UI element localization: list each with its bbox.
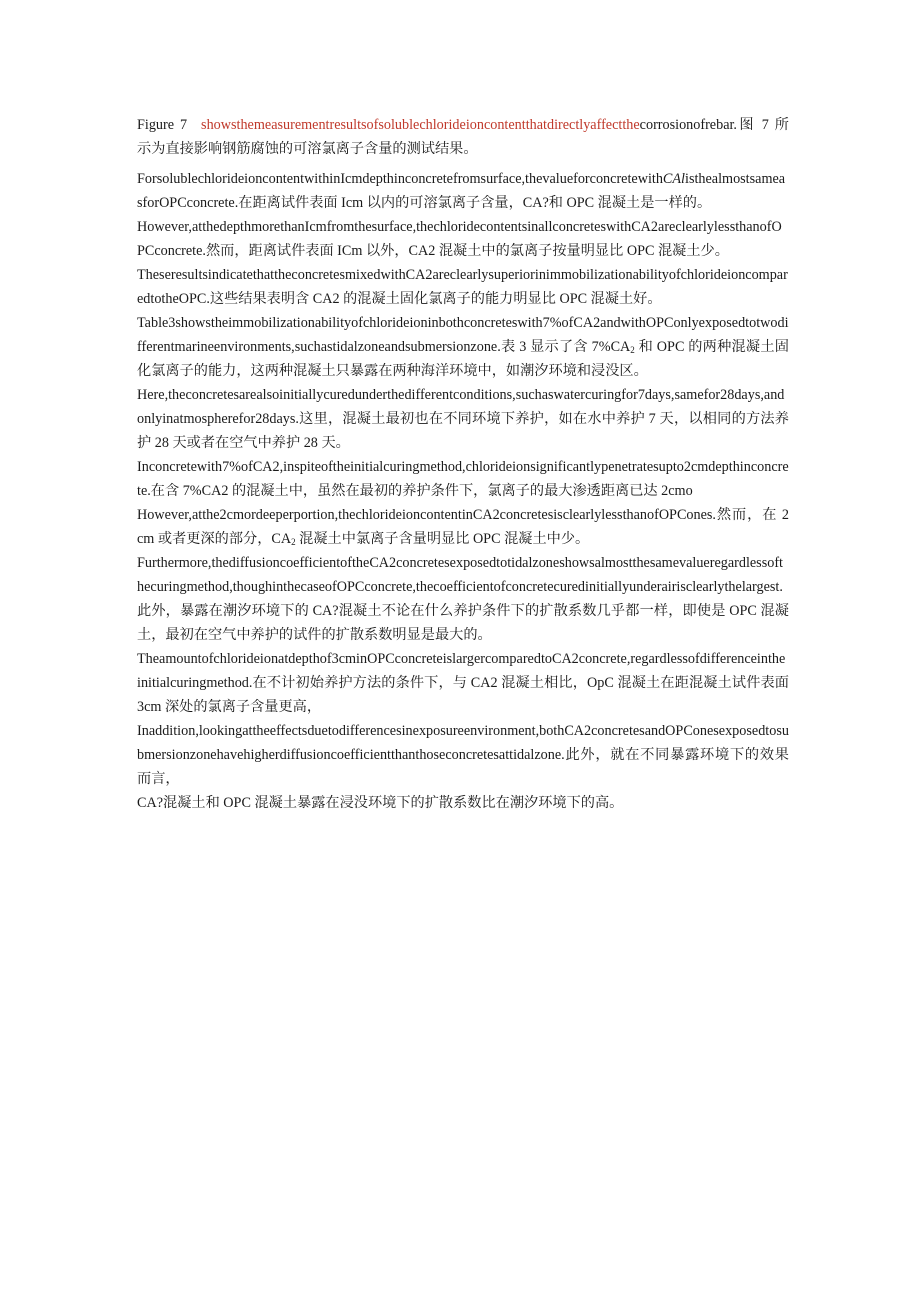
paragraph-table-3 — [137, 311, 789, 383]
paragraph-figure-7 — [137, 113, 789, 161]
paragraph-depth-comparison: However,atthedepthmorethanIcmfromthesurface,thechloridecontentsinallconcreteswithCA2areclearlylessthanofOPCconcrete.然而，距离试件表面 ICm 以外，CA2 混凝土中的氯离子按量明显比 OPC 混凝土少。 — [137, 219, 782, 259]
italic-term: CAl — [662, 171, 685, 187]
paragraph-penetration: Inconcretewith7%ofCA2,inspiteoftheinitialcuringmethod,chlorideionsignificantlypenetratesupto2cmdepthinconcrete.在含 7%CA2 的混凝土中，虽然在最初的养护条件下，氯离子的最大渗透距离已达 2cmo — [137, 459, 789, 499]
paragraph-conclusion: CA?混凝土和 OPC 混凝土暴露在浸没环境下的扩散系数比在潮汐环境下的高。 — [137, 795, 624, 811]
paragraph-results-indicate: TheseresultsindicatethattheconcretesmixedwithCA2areclearlysuperiorinimmobilizationabilityofchlorideioncomparedtotheOPC.这些结果表明含 CA2 的混凝土固化氯离子的能力明显比 OPC 混凝土好。 — [137, 267, 788, 307]
highlighted-text: showsthemeasurementresultsofsolublechlorideioncontentthatdirectlyaffectthe — [201, 117, 640, 133]
paragraph-deeper-portion — [137, 503, 789, 551]
paragraph-curing-conditions: Here,theconcretesarealsoinitiallycuredunderthedifferentconditions,suchaswatercuringfor7days,samefor28days,andonlyinatmospherefor28days.这里，混凝土最初也在不同环境下养护，如在水中养护 7 天，以相同的方法养护 28 天或者在空气中养护 28 天。 — [137, 387, 789, 451]
paragraph-text: isthealmostsameasforOPCconcrete.在距离试件表面 Icm 以内的可溶氯离子含量，CA?和 OPC 混凝土是一样的。 — [137, 171, 786, 211]
paragraph-text: 和 OPC 的两种混凝土固化氯离子的能力，这两种混凝土只暴露在两种海洋环境中，如潮汐环境和浸没区。 — [137, 339, 789, 379]
subscript: 2 — [291, 537, 296, 547]
figure-label: Figure 7 — [137, 117, 188, 133]
paragraph-diffusion-coefficient: Furthermore,thediffusioncoefficientoftheCA2concretesexposedtotidalzoneshowsalmostthesamevalueregardlessofthecuringmethod,thoughinthecaseofOPCconcrete,thecoefficientofconcretecuredinitiallyunderairisclearlythelargest.此外，暴露在潮汐环境下的 CA?混凝土不论在什么养护条件下的扩散系数几乎都一样，即使是 OPC 混凝土，最初在空气中养护的试件的扩散系数明显是最大的。 — [137, 555, 789, 643]
paragraph-text: Table3showstheimmobilizationabilityofchlorideioninbothconcreteswith7%ofCA2andwithOPConlyexposedtotwodifferentmarineenvironments,suchastidalzoneandsubmersionzone.表 3 显示了含 7%CA — [137, 315, 789, 355]
paragraph-soluble-chloride — [137, 167, 789, 215]
paragraph-exposure-environment: Inaddition,lookingattheeffectsduetodifferencesinexposureenvironment,bothCA2concretesandOPConesexposedtosubmersionzonehavehigherdiffusioncoefficientthanthoseconcretesattidalzone.此外，就在不同暴露环境下的效果而言， — [137, 723, 789, 787]
paragraph-text: 混凝土中氯离子含量明显比 OPC 混凝土中少。 — [295, 531, 590, 547]
subscript: 2 — [630, 345, 635, 355]
paragraph-text: corrosionofrebar.图 7 所示为直接影响钢筋腐蚀的可溶氯离子含量的测试结果。 — [137, 117, 789, 157]
document-body — [137, 113, 789, 815]
paragraph-text: However,atthe2cmordeeperportion,thechlorideioncontentinCA2concretesisclearlylessthanofOPCones.然而，在 2cm 或者更深的部分，CA — [137, 507, 789, 547]
paragraph-text: ForsolublechlorideioncontentwithinIcmdepthinconcretefromsurface,thevalueforconcretewith — [137, 171, 663, 187]
paragraph-chloride-amount: Theamountofchlorideionatdepthof3cminOPCconcreteislargercomparedtoCA2concrete,regardlessofdifferenceintheinitialcuringmethod.在不计初始养护方法的条件下，与 CA2 混凝土相比，OpC 混凝土在距混凝土试件表面 3cm 深处的氯离子含量更高， — [137, 651, 789, 715]
